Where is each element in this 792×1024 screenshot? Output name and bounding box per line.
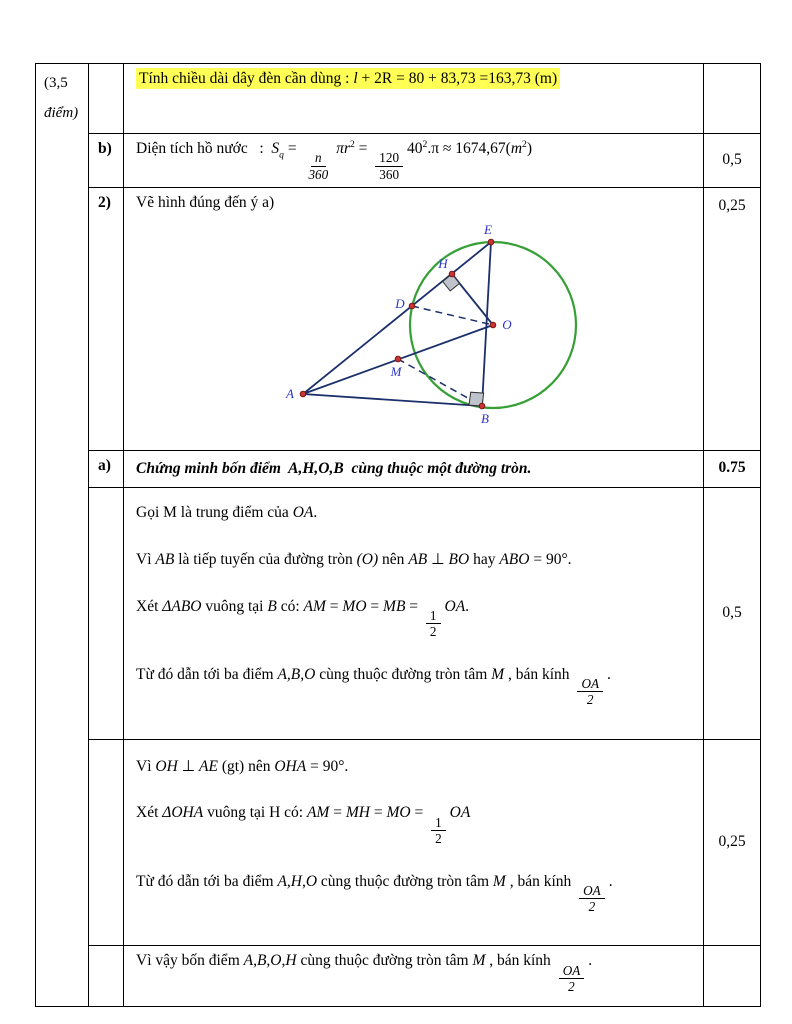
proof-line: Từ đó dẫn tới ba điểm A,H,O cùng thuộc đường tròn tâm M , bán kính $\frac{OA}{2}$ . — [136, 872, 613, 915]
item-label-2: 2) — [89, 187, 124, 450]
points-line-1: (3,5 — [44, 75, 68, 91]
content-cell — [124, 739, 704, 946]
proof-line: Xét ΔOHA vuông tại H có: AM = MH = MO = $\frac{1}{2}$ OA — [136, 804, 471, 846]
proof-line: Gọi M là trung điểm của OA. — [136, 503, 318, 521]
score-cell: 0,5 — [704, 134, 761, 188]
point-A-dot — [300, 391, 306, 397]
table-row — [36, 739, 761, 946]
point-A-label: A — [286, 385, 294, 401]
content-cell — [124, 187, 704, 450]
point-E-dot — [488, 239, 494, 245]
point-B-dot — [479, 403, 485, 409]
point-M-label: M — [390, 363, 402, 379]
table-row — [36, 450, 761, 487]
figure-caption: Vẽ hình đúng đến ý a) — [136, 193, 275, 211]
proof-line: Từ đó dẫn tới ba điểm A,B,O cùng thuộc đường tròn tâm M , bán kính $\frac{OA}{2}$ . — [136, 666, 611, 708]
table-row — [36, 187, 761, 450]
claim-statement: Chứng minh bốn điểm A,H,O,B cùng thuộc một đường tròn. — [136, 459, 532, 477]
proof-line: Vì OH ⊥ AE (gt) nên OHA = 90°. — [136, 757, 349, 775]
score-cell — [704, 64, 761, 134]
area-formula-line: Diện tích hồ nước : $S_q$ = $\frac{n}{360}$ $\pi r^2$ = $\frac{120}{360}$ $40^2.\pi \approx 1674,67(m^2)$ — [136, 139, 532, 182]
point-D-label: D — [395, 295, 405, 311]
score-cell — [704, 946, 761, 1007]
score-cell: 0,5 — [704, 487, 761, 739]
point-H-dot — [449, 271, 455, 277]
point-O-label: O — [502, 316, 512, 332]
point-dots — [300, 239, 496, 409]
point-E-label: E — [484, 221, 492, 237]
item-label-b: b) — [89, 134, 124, 188]
geometry-diagram — [274, 220, 693, 441]
point-D-dot — [409, 303, 415, 309]
table-row — [36, 946, 761, 1007]
score-cell: 0,25 — [704, 187, 761, 450]
item-label-a: a) — [89, 450, 124, 487]
content-cell — [124, 946, 704, 1007]
content-cell — [124, 134, 704, 188]
points-cell — [36, 64, 89, 1007]
points-line-2: điểm) — [44, 105, 79, 121]
item-label-cell — [89, 946, 124, 1007]
point-O-dot — [490, 322, 496, 328]
conclusion-line: Vì vậy bốn điểm A,B,O,H cùng thuộc đường tròn tâm M , bán kính $\frac{OA}{2}$ . — [136, 952, 593, 994]
point-H-label: H — [438, 255, 448, 271]
table-row — [36, 64, 761, 134]
content-cell — [124, 450, 704, 487]
geometry-diagram-svg — [274, 220, 604, 434]
score-cell: 0,25 — [704, 739, 761, 946]
table-row — [36, 134, 761, 188]
content-cell — [124, 64, 704, 134]
point-B-label: B — [481, 410, 489, 426]
item-label-cell — [89, 64, 124, 134]
proof-line: Xét ΔABO vuông tại B có: AM = MO = MB = $\frac{1}{2}$ OA. — [136, 597, 470, 639]
solution-table — [35, 63, 761, 1007]
item-label-cell — [89, 739, 124, 946]
dashed-segments — [398, 306, 493, 406]
item-label-cell — [89, 487, 124, 739]
highlighted-solution-line: Tính chiều dài dây đèn cần dùng : l + 2R = 80 + 83,73 =163,73 (m) — [136, 68, 560, 89]
proof-line: Vì AB là tiếp tuyến của đường tròn (O) nên AB ⊥ BO hay ABO = 90°. — [136, 550, 572, 568]
table-row — [36, 487, 761, 739]
point-M-dot — [395, 356, 401, 362]
solid-segments — [303, 242, 493, 406]
score-cell: 0.75 — [704, 450, 761, 487]
content-cell — [124, 487, 704, 739]
